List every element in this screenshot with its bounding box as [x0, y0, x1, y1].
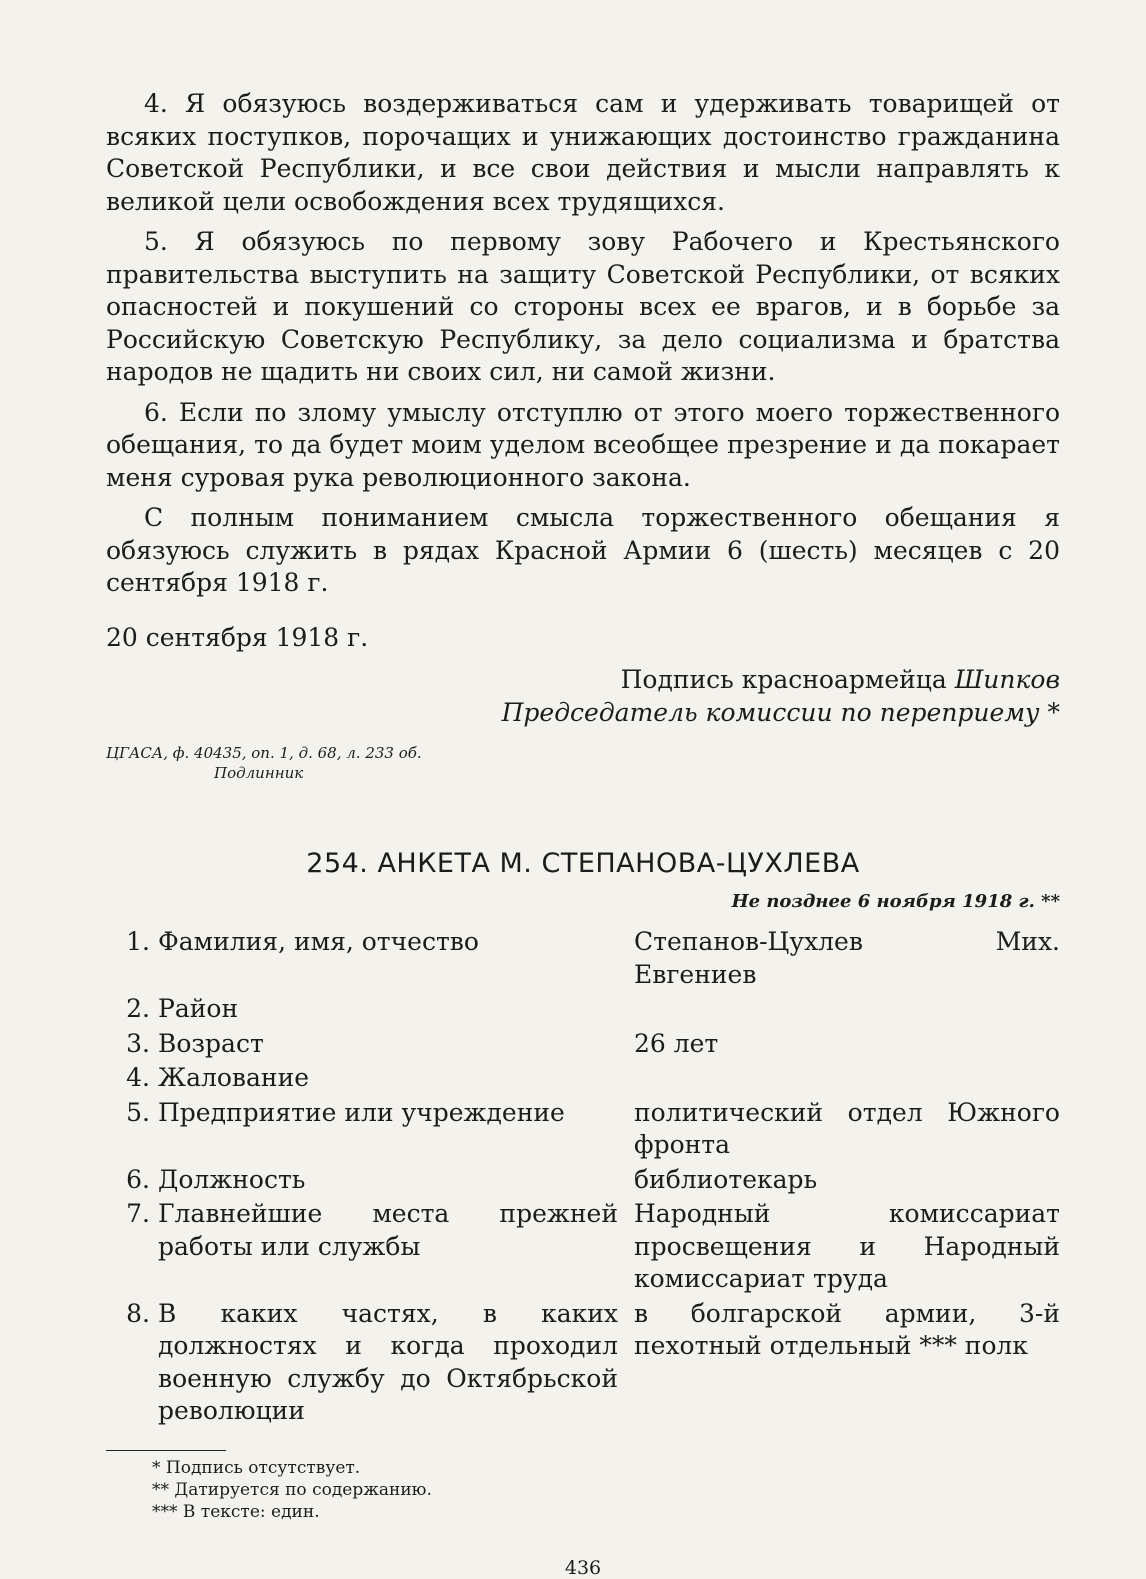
- footnote-3: *** В тексте: един.: [152, 1501, 320, 1522]
- question-number: 2.: [126, 994, 150, 1023]
- question-label: Должность: [158, 1164, 306, 1194]
- question-number: 3.: [126, 1028, 150, 1058]
- questionnaire-row: [106, 1198, 1060, 1298]
- footnote-1: * Подпись отсутствует.: [152, 1457, 361, 1478]
- questionnaire-table: [106, 926, 1060, 1430]
- question-answer: 26 лет: [634, 1028, 719, 1058]
- question-answer: Степанов-Цухлев Мих. Евгениев: [634, 927, 1060, 989]
- questionnaire-row: [106, 1298, 1060, 1430]
- signature-prefix: Подпись красноармейца: [620, 665, 955, 694]
- question-label: В каких частях, в каких должностях и когда проходил военную службу до Октябрьской революции: [158, 1298, 618, 1425]
- questionnaire-row: [106, 926, 1060, 993]
- question-number: 8.: [126, 1298, 150, 1328]
- archive-type: Подлинник: [214, 764, 304, 782]
- question-number: 1.: [126, 927, 150, 956]
- archive-ref: ЦГАСА, ф. 40435, оп. 1, д. 68, л. 233 об.: [106, 744, 422, 762]
- archive-reference: [106, 743, 1060, 783]
- question-number: 7.: [126, 1199, 150, 1228]
- paragraph-6: 6. Если по злому умыслу отступлю от этого моего торжественного обещания, то да будет моим уделом всеобщее презрение и да покарает меня суровая рука революционного закона.: [106, 397, 1060, 492]
- question-number: 6.: [126, 1164, 150, 1194]
- question-label: Фамилия, имя, отчество: [158, 927, 479, 956]
- question-answer: библиотекарь: [634, 1164, 818, 1194]
- paragraph-5: 5. Я обязуюсь по первому зову Рабочего и Крестьянского правительства выступить на защиту Советской Республики, от всяких опасностей и покушений со стороны всех ее врагов, и в борьбе за Российскую Советскую Республику, за дело социализма и братства народов не щадить ни своих сил, ни самой жизни.: [106, 227, 1060, 386]
- question-answer: политический отдел Южного фронта: [634, 1097, 1060, 1159]
- questionnaire-row: [106, 1164, 1060, 1199]
- signature-red-army: [106, 664, 1060, 697]
- question-label: Жалование: [158, 1063, 310, 1092]
- footnote-rule: [106, 1450, 226, 1451]
- page-number: 436: [564, 1556, 602, 1579]
- questionnaire-row: [106, 1062, 1060, 1097]
- date-line: 20 сентября 1918 г.: [106, 622, 369, 652]
- question-answer: Народный комиссариат просвещения и Народный комиссариат труда: [634, 1199, 1060, 1293]
- question-label: Главнейшие места прежней работы или службы: [158, 1199, 618, 1261]
- question-number: 5.: [126, 1097, 150, 1127]
- page: [106, 88, 1060, 1579]
- question-answer: [634, 993, 1060, 1028]
- question-number: 4.: [126, 1063, 150, 1092]
- document-heading: 254. АНКЕТА М. СТЕПАНОВА-ЦУХЛЕВА: [306, 848, 860, 879]
- questionnaire-row: [106, 1097, 1060, 1164]
- question-label: Район: [158, 994, 239, 1023]
- question-answer: [634, 1062, 1060, 1097]
- question-answer: в болгарской армии, 3-й пехотный отдельный *** полк: [634, 1298, 1060, 1360]
- questionnaire-row: [106, 1028, 1060, 1063]
- footnotes: [106, 1457, 1060, 1523]
- footnote-2: ** Датируется по содержанию.: [152, 1479, 432, 1500]
- signature-name: Шипков: [954, 665, 1060, 694]
- heading-date: Не позднее 6 ноября 1918 г. **: [731, 891, 1060, 912]
- paragraph-commitment: С полным пониманием смысла торжественного обещания я обязуюсь служить в рядах Красной Армии 6 (шесть) месяцев с 20 сентября 1918 г.: [106, 503, 1060, 597]
- signature-chairman: Председатель комиссии по переприему *: [501, 697, 1060, 727]
- question-label: Предприятие или учреждение: [158, 1097, 565, 1127]
- questionnaire-row: [106, 993, 1060, 1028]
- paragraph-4: 4. Я обязуюсь воздерживаться сам и удерживать товарищей от всяких поступков, порочащих и унижающих достоинство гражданина Советской Республики, и все свои действия и мысли направлять к великой цели освобождения всех трудящихся.: [106, 89, 1060, 216]
- question-label: Возраст: [158, 1028, 264, 1058]
